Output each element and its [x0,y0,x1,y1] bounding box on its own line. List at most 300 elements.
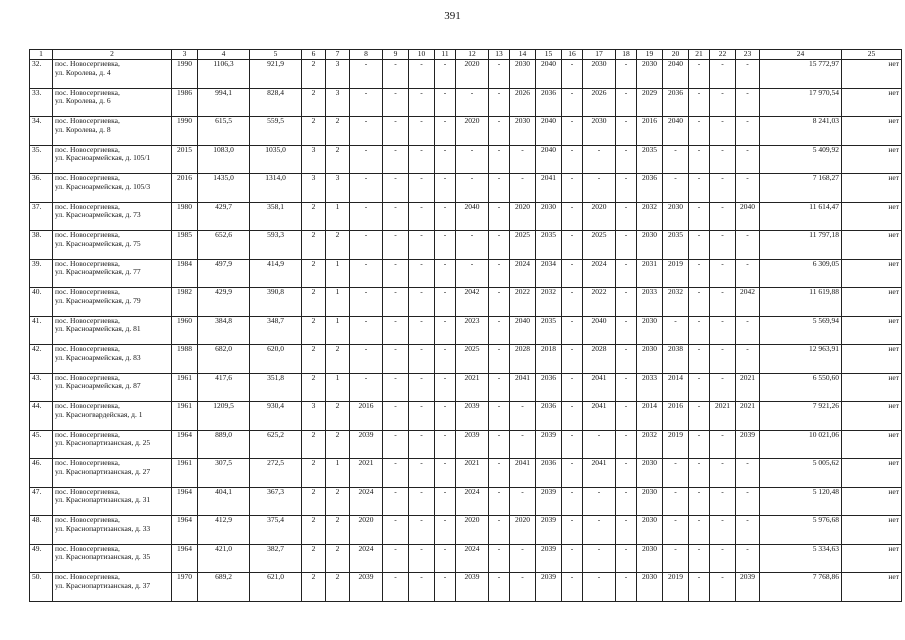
cell-col-21: - [689,88,710,117]
cell-col-23: 2039 [736,573,760,602]
cell-col-11: - [435,459,456,488]
cell-col-5: 593,3 [250,231,302,260]
cell-col-22: - [710,60,736,89]
cell-col-14: 2040 [510,316,536,345]
cell-col-15: 2036 [536,373,562,402]
address-cell [53,60,172,89]
cell-col-14: - [510,402,536,431]
cell-col-24: 5 976,68 [760,516,842,545]
cell-col-20: - [663,145,689,174]
cell-col-19: 2036 [637,174,663,203]
cell-col-10: - [409,516,435,545]
cell-col-20: - [663,487,689,516]
address-cell [53,174,172,203]
cell-col-11: - [435,288,456,317]
cell-col-16: - [562,516,583,545]
cell-col-24: 6 309,05 [760,259,842,288]
cell-col-8: 2024 [350,487,383,516]
cell-col-9: - [383,174,409,203]
cell-col-10: - [409,430,435,459]
cell-col-8: 2021 [350,459,383,488]
cell-col-22: - [710,544,736,573]
cell-col-22: - [710,345,736,374]
column-number-row [30,50,902,60]
cell-col-24: 5 005,62 [760,459,842,488]
cell-col-3: 1988 [172,345,198,374]
cell-col-19: 2030 [637,573,663,602]
cell-col-5: 1314,0 [250,174,302,203]
cell-col-10: - [409,544,435,573]
cell-col-10: - [409,117,435,146]
column-number-4: 4 [198,50,250,60]
cell-col-9: - [383,60,409,89]
cell-col-10: - [409,288,435,317]
cell-col-24: 8 241,03 [760,117,842,146]
cell-col-23: - [736,231,760,260]
cell-col-7: 1 [326,316,350,345]
cell-col-20: 2035 [663,231,689,260]
cell-col-10: - [409,316,435,345]
cell-col-14: 2030 [510,60,536,89]
cell-col-17: 2030 [583,117,616,146]
cell-col-7: 3 [326,174,350,203]
cell-col-6: 2 [302,88,326,117]
column-number-14: 14 [510,50,536,60]
cell-col-22: - [710,202,736,231]
cell-col-24: 7 921,26 [760,402,842,431]
column-number-20: 20 [663,50,689,60]
cell-col-18: - [616,487,637,516]
address-cell [53,259,172,288]
cell-col-3: 1964 [172,516,198,545]
table-row [30,174,902,203]
cell-col-23: 2021 [736,402,760,431]
address-settlement: пос. Новосергиевка, [55,344,120,353]
cell-col-17: - [583,430,616,459]
cell-col-15: 2040 [536,117,562,146]
cell-col-23: 2021 [736,373,760,402]
cell-col-13: - [489,487,510,516]
cell-col-16: - [562,544,583,573]
cell-col-20: 2032 [663,288,689,317]
cell-col-8: - [350,288,383,317]
cell-col-20: - [663,316,689,345]
cell-col-21: - [689,430,710,459]
cell-col-13: - [489,117,510,146]
cell-col-10: - [409,373,435,402]
cell-col-24: 6 550,60 [760,373,842,402]
cell-col-11: - [435,60,456,89]
cell-col-5: 621,0 [250,573,302,602]
cell-col-12: - [456,231,489,260]
cell-col-3: 1990 [172,60,198,89]
cell-col-19: 2030 [637,316,663,345]
cell-col-22: - [710,231,736,260]
column-number-23: 23 [736,50,760,60]
cell-col-6: 2 [302,373,326,402]
cell-col-13: - [489,145,510,174]
address-street: ул. Красноармейская, д. 87 [55,381,141,391]
address-street: ул. Красноармейская, д. 75 [55,238,141,248]
address-street: ул. Красногвардейская, д. 1 [55,409,143,419]
cell-col-22: - [710,516,736,545]
cell-col-24: 11 619,88 [760,288,842,317]
row-number: 33. [30,88,53,117]
cell-col-8: 2024 [350,544,383,573]
cell-col-10: - [409,174,435,203]
address-settlement: пос. Новосергиевка, [55,373,120,382]
cell-col-3: 1960 [172,316,198,345]
cell-col-16: - [562,316,583,345]
cell-col-20: 2038 [663,345,689,374]
cell-col-8: - [350,345,383,374]
table-row [30,402,902,431]
cell-col-18: - [616,402,637,431]
cell-col-4: 994,1 [198,88,250,117]
cell-col-13: - [489,259,510,288]
table-row [30,573,902,602]
cell-col-7: 1 [326,459,350,488]
housing-registry-table [29,49,902,602]
cell-col-14: - [510,174,536,203]
cell-col-13: - [489,402,510,431]
column-number-21: 21 [689,50,710,60]
cell-col-19: 2032 [637,430,663,459]
address-cell [53,459,172,488]
cell-col-21: - [689,373,710,402]
address-cell [53,430,172,459]
cell-col-15: 2036 [536,402,562,431]
cell-col-11: - [435,231,456,260]
table-body [30,60,902,602]
cell-col-17: 2030 [583,60,616,89]
cell-col-21: - [689,459,710,488]
column-number-2: 2 [53,50,172,60]
cell-col-5: 828,4 [250,88,302,117]
cell-col-24: 10 021,06 [760,430,842,459]
cell-col-21: - [689,316,710,345]
address-cell [53,516,172,545]
cell-col-12: 2039 [456,402,489,431]
row-number: 35. [30,145,53,174]
cell-col-16: - [562,117,583,146]
table-row [30,117,902,146]
cell-col-23: - [736,345,760,374]
cell-col-8: - [350,316,383,345]
cell-col-9: - [383,288,409,317]
page-number: 391 [444,10,461,22]
cell-col-22: - [710,487,736,516]
cell-col-25: нет [842,288,902,317]
address-cell [53,487,172,516]
row-number: 45. [30,430,53,459]
cell-col-21: - [689,487,710,516]
cell-col-8: 2020 [350,516,383,545]
address-street: ул. Королева, д. 4 [55,67,111,77]
cell-col-5: 625,2 [250,430,302,459]
address-cell [53,202,172,231]
cell-col-19: 2016 [637,117,663,146]
cell-col-19: 2033 [637,288,663,317]
cell-col-7: 2 [326,117,350,146]
cell-col-6: 2 [302,573,326,602]
cell-col-23: 2039 [736,430,760,459]
column-number-19: 19 [637,50,663,60]
row-number: 48. [30,516,53,545]
cell-col-25: нет [842,573,902,602]
cell-col-8: - [350,88,383,117]
cell-col-19: 2030 [637,345,663,374]
cell-col-15: 2034 [536,259,562,288]
cell-col-24: 12 963,91 [760,345,842,374]
cell-col-21: - [689,174,710,203]
address-settlement: пос. Новосергиевка, [55,287,120,296]
cell-col-15: 2036 [536,459,562,488]
row-number: 41. [30,316,53,345]
column-number-16: 16 [562,50,583,60]
cell-col-11: - [435,487,456,516]
cell-col-13: - [489,345,510,374]
cell-col-17: 2024 [583,259,616,288]
cell-col-25: нет [842,402,902,431]
cell-col-7: 2 [326,573,350,602]
cell-col-18: - [616,345,637,374]
cell-col-18: - [616,202,637,231]
cell-col-4: 404,1 [198,487,250,516]
address-settlement: пос. Новосергиевка, [55,515,120,524]
cell-col-6: 2 [302,202,326,231]
cell-col-6: 2 [302,345,326,374]
cell-col-12: 2024 [456,544,489,573]
cell-col-7: 2 [326,544,350,573]
cell-col-18: - [616,430,637,459]
cell-col-18: - [616,60,637,89]
cell-col-17: - [583,573,616,602]
cell-col-21: - [689,60,710,89]
cell-col-24: 15 772,97 [760,60,842,89]
address-settlement: пос. Новосергиевка, [55,458,120,467]
cell-col-15: 2041 [536,174,562,203]
address-settlement: пос. Новосергиевка, [55,401,120,410]
cell-col-16: - [562,174,583,203]
cell-col-4: 889,0 [198,430,250,459]
cell-col-7: 1 [326,259,350,288]
address-settlement: пос. Новосергиевка, [55,230,120,239]
cell-col-10: - [409,459,435,488]
cell-col-9: - [383,202,409,231]
column-number-22: 22 [710,50,736,60]
cell-col-17: - [583,544,616,573]
column-number-13: 13 [489,50,510,60]
row-number: 38. [30,231,53,260]
table-row [30,60,902,89]
cell-col-14: - [510,145,536,174]
cell-col-4: 1435,0 [198,174,250,203]
address-settlement: пос. Новосергиевка, [55,59,120,68]
cell-col-14: - [510,487,536,516]
cell-col-19: 2030 [637,544,663,573]
cell-col-14: 2028 [510,345,536,374]
cell-col-23: - [736,60,760,89]
cell-col-6: 2 [302,487,326,516]
address-street: ул. Краснопартизанская, д. 25 [55,438,151,448]
cell-col-6: 2 [302,259,326,288]
row-number: 34. [30,117,53,146]
column-number-5: 5 [250,50,302,60]
cell-col-20: - [663,516,689,545]
table-row [30,88,902,117]
cell-col-14: - [510,573,536,602]
cell-col-19: 2032 [637,202,663,231]
row-number: 50. [30,573,53,602]
cell-col-12: - [456,259,489,288]
cell-col-20: 2019 [663,430,689,459]
cell-col-16: - [562,202,583,231]
cell-col-7: 2 [326,516,350,545]
cell-col-5: 375,4 [250,516,302,545]
address-cell [53,231,172,260]
cell-col-18: - [616,145,637,174]
cell-col-21: - [689,573,710,602]
cell-col-6: 3 [302,145,326,174]
cell-col-4: 1083,0 [198,145,250,174]
column-number-24: 24 [760,50,842,60]
cell-col-7: 2 [326,402,350,431]
address-cell [53,145,172,174]
cell-col-20: 2030 [663,202,689,231]
cell-col-6: 2 [302,430,326,459]
cell-col-9: - [383,88,409,117]
cell-col-25: нет [842,174,902,203]
cell-col-19: 2035 [637,145,663,174]
cell-col-12: 2042 [456,288,489,317]
cell-col-10: - [409,88,435,117]
cell-col-15: 2039 [536,487,562,516]
cell-col-20: 2036 [663,88,689,117]
cell-col-11: - [435,145,456,174]
address-street: ул. Красноармейская, д. 73 [55,210,141,220]
address-street: ул. Красноармейская, д. 105/1 [55,153,151,163]
cell-col-9: - [383,430,409,459]
cell-col-6: 3 [302,402,326,431]
cell-col-23: 2040 [736,202,760,231]
cell-col-7: 2 [326,145,350,174]
cell-col-15: 2039 [536,430,562,459]
cell-col-14: - [510,430,536,459]
cell-col-12: 2039 [456,573,489,602]
cell-col-21: - [689,345,710,374]
cell-col-7: 2 [326,345,350,374]
cell-col-7: 2 [326,487,350,516]
cell-col-7: 2 [326,231,350,260]
cell-col-4: 497,9 [198,259,250,288]
cell-col-12: 2023 [456,316,489,345]
cell-col-23: - [736,145,760,174]
cell-col-24: 7 768,86 [760,573,842,602]
cell-col-5: 382,7 [250,544,302,573]
row-number: 44. [30,402,53,431]
cell-col-24: 11 797,18 [760,231,842,260]
cell-col-16: - [562,487,583,516]
cell-col-16: - [562,459,583,488]
cell-col-21: - [689,288,710,317]
cell-col-3: 1961 [172,373,198,402]
address-settlement: пос. Новосергиевка, [55,116,120,125]
address-street: ул. Краснопартизанская, д. 27 [55,466,151,476]
cell-col-25: нет [842,60,902,89]
cell-col-16: - [562,60,583,89]
row-number: 40. [30,288,53,317]
cell-col-24: 7 168,27 [760,174,842,203]
address-settlement: пос. Новосергиевка, [55,572,120,581]
cell-col-17: 2041 [583,402,616,431]
address-street: ул. Красноармейская, д. 77 [55,267,141,277]
cell-col-10: - [409,487,435,516]
cell-col-15: 2035 [536,316,562,345]
cell-col-9: - [383,459,409,488]
cell-col-13: - [489,60,510,89]
cell-col-17: - [583,174,616,203]
cell-col-4: 429,9 [198,288,250,317]
table-row [30,544,902,573]
cell-col-23: - [736,316,760,345]
column-number-3: 3 [172,50,198,60]
row-number: 42. [30,345,53,374]
cell-col-9: - [383,487,409,516]
cell-col-18: - [616,88,637,117]
cell-col-25: нет [842,459,902,488]
table-row [30,345,902,374]
cell-col-9: - [383,402,409,431]
cell-col-14: 2041 [510,459,536,488]
table-row [30,459,902,488]
cell-col-16: - [562,88,583,117]
cell-col-6: 2 [302,288,326,317]
cell-col-13: - [489,202,510,231]
cell-col-14: 2030 [510,117,536,146]
column-number-9: 9 [383,50,409,60]
cell-col-14: 2041 [510,373,536,402]
address-cell [53,345,172,374]
cell-col-17: 2041 [583,459,616,488]
cell-col-18: - [616,174,637,203]
address-settlement: пос. Новосергиевка, [55,544,120,553]
cell-col-19: 2031 [637,259,663,288]
cell-col-21: - [689,259,710,288]
cell-col-10: - [409,202,435,231]
cell-col-17: 2025 [583,231,616,260]
cell-col-18: - [616,316,637,345]
cell-col-19: 2030 [637,459,663,488]
cell-col-20: 2014 [663,373,689,402]
cell-col-9: - [383,345,409,374]
cell-col-7: 2 [326,430,350,459]
cell-col-4: 429,7 [198,202,250,231]
cell-col-4: 307,5 [198,459,250,488]
row-number: 47. [30,487,53,516]
address-settlement: пос. Новосергиевка, [55,145,120,154]
cell-col-20: 2016 [663,402,689,431]
cell-col-12: 2040 [456,202,489,231]
cell-col-15: 2039 [536,573,562,602]
cell-col-22: - [710,88,736,117]
cell-col-24: 11 614,47 [760,202,842,231]
cell-col-14: 2024 [510,259,536,288]
cell-col-10: - [409,60,435,89]
cell-col-25: нет [842,516,902,545]
cell-col-15: 2039 [536,516,562,545]
table-row [30,145,902,174]
